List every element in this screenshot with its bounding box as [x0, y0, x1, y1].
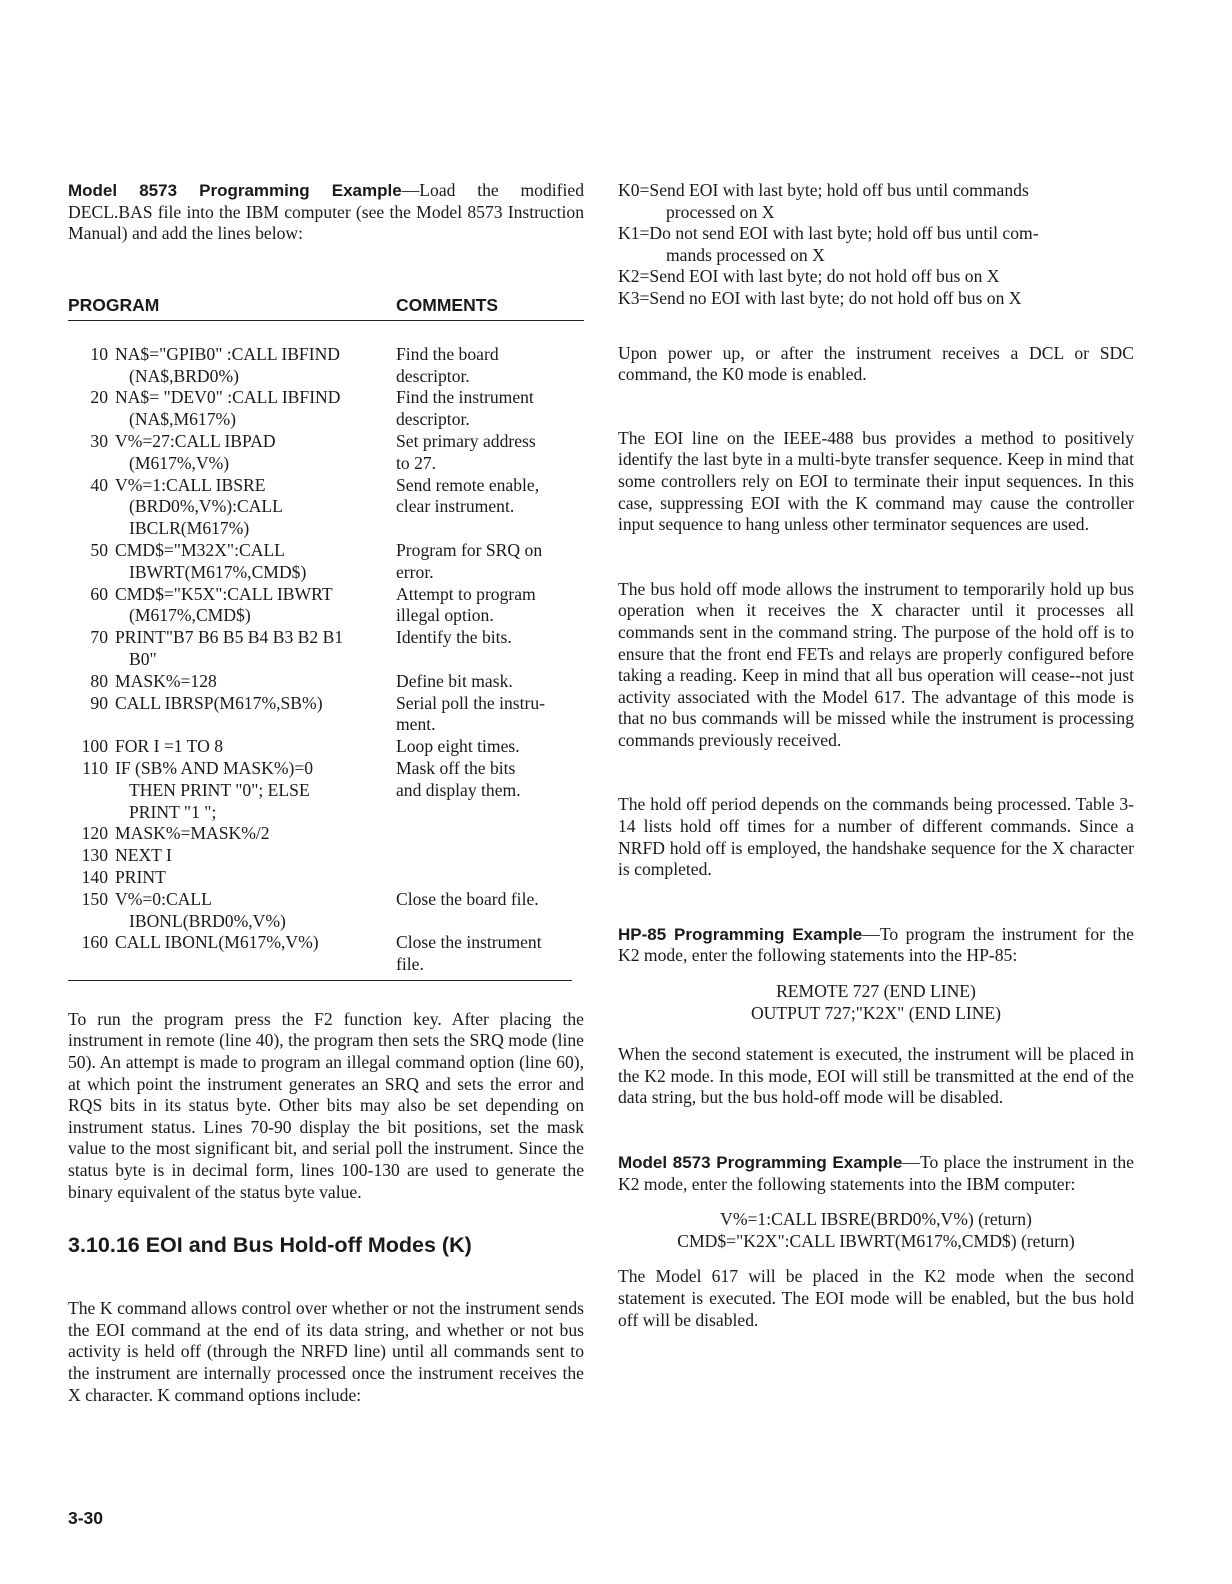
k1-option-line: K1=Do not send EOI with last byte; hold off bus until com-: [618, 223, 1039, 244]
program-row: [68, 758, 584, 823]
run-paragraph: To run the program press the F2 function key. After placing the instrument in remote (line 40), the program then sets the SRQ mode (line 50). An attempt is made to program an illegal command option (line 60), at which point the instrument generates an SRQ and sets the error and RQS bits in its status byte. Other bits may also be set depending on instrument status. Lines 70-90 display the bit positions, set the mask value to the most significant bit, and serial poll the instrument. Since the status byte is in decimal form, lines 100-130 are used to generate the binary equivalent of the status byte value.: [68, 1008, 584, 1202]
m8573-code-block: [618, 1209, 1134, 1252]
comment-line: clear instrument.: [396, 496, 515, 517]
comment-line: descriptor.: [396, 409, 470, 430]
program-table-header: [68, 295, 584, 321]
program-comment: [396, 693, 584, 737]
line-number: 140: [81, 866, 108, 887]
program-code: [115, 387, 396, 431]
comment-line: file.: [396, 954, 424, 975]
code-line: NA$="GPIB0" :CALL IBFIND: [115, 343, 340, 364]
program-code: [115, 693, 396, 737]
comment-line: Serial poll the instru-: [396, 692, 546, 713]
program-comment: [396, 845, 584, 867]
code-line: IBWRT(M617%,CMD$): [129, 561, 307, 582]
line-number: 80: [90, 670, 108, 691]
program-code: [115, 867, 396, 889]
code-line: FOR I =1 TO 8: [115, 736, 224, 757]
comment-line: Program for SRQ on: [396, 539, 543, 560]
code-line: V%=0:CALL: [115, 888, 212, 909]
m8573-code-line-2: CMD$="K2X":CALL IBWRT(M617%,CMD$) (return): [677, 1230, 1075, 1251]
program-table-rule: [68, 980, 572, 981]
comment-line: Set primary address: [396, 430, 536, 451]
program-comment: [396, 823, 584, 845]
code-line: (M617%,CMD$): [129, 605, 251, 626]
line-number: 160: [81, 932, 108, 953]
line-number: 20: [90, 387, 108, 408]
hp85-example: [618, 924, 1134, 967]
k0-option-cont: processed on X: [666, 201, 775, 222]
program-code: [115, 845, 396, 867]
program-code: [115, 344, 396, 388]
comment-line: Define bit mask.: [396, 670, 513, 691]
code-line: THEN PRINT "0"; ELSE: [129, 779, 310, 800]
k2-option: [618, 266, 1134, 288]
intro-text: —Load the modified DECL.BAS file into the IBM computer (see the Model 8573 Instruction Manual) and add the lines below:: [68, 180, 584, 244]
code-line: B0": [129, 648, 157, 669]
code-line: IF (SB% AND MASK%)=0: [115, 757, 314, 778]
program-row: [68, 627, 584, 671]
hold-period-paragraph: The hold off period depends on the commands being processed. Table 3-14 lists hold off times for a number of different commands. Since a NRFD hold off is employed, the handshake sequence for the X character is completed.: [618, 794, 1134, 880]
m8573-after-paragraph: The Model 617 will be placed in the K2 mode when the second statement is executed. The EOI mode will be enabled, but the bus hold off will be disabled.: [618, 1266, 1134, 1330]
program-column-header: PROGRAM: [68, 294, 160, 315]
program-code: [115, 671, 396, 693]
program-comment: [396, 540, 584, 584]
code-line: PRINT"B7 B6 B5 B4 B3 B2 B1: [115, 627, 344, 648]
program-comment: [396, 889, 584, 933]
program-comment: [396, 736, 584, 758]
program-code: [115, 932, 396, 976]
comment-line: Find the board: [396, 343, 499, 364]
model-8573-intro: [68, 180, 584, 245]
line-number: 130: [81, 845, 108, 866]
comment-line: Attempt to program: [396, 583, 536, 604]
line-number: 120: [81, 823, 108, 844]
program-code: [115, 475, 396, 540]
program-comment: [396, 867, 584, 889]
comment-line: Loop eight times.: [396, 736, 520, 757]
comment-line: Close the board file.: [396, 888, 539, 909]
program-row: [68, 540, 584, 584]
code-line: PRINT "1 ";: [129, 801, 217, 822]
line-number: 40: [90, 474, 108, 495]
power-up-paragraph: Upon power up, or after the instrument receives a DCL or SDC command, the K0 mode is enabled.: [618, 342, 1134, 385]
code-line: V%=27:CALL IBPAD: [115, 430, 276, 451]
line-number: 90: [90, 692, 108, 713]
program-row: [68, 932, 584, 976]
code-line: CALL IBRSP(M617%,SB%): [115, 692, 323, 713]
program-comment: [396, 344, 584, 388]
program-code: [115, 540, 396, 584]
hp85-code-block: [618, 981, 1134, 1024]
code-line: CMD$="K5X":CALL IBWRT: [115, 583, 333, 604]
program-code: [115, 431, 396, 475]
program-comment: [396, 387, 584, 431]
code-line: IBCLR(M617%): [129, 518, 250, 539]
program-comment: [396, 431, 584, 475]
program-row: [68, 344, 584, 388]
code-line: (M617%,V%): [129, 452, 230, 473]
program-code: [115, 823, 396, 845]
hp85-code-line-1: REMOTE 727 (END LINE): [776, 981, 976, 1002]
program-comment: [396, 475, 584, 540]
program-comment: [396, 758, 584, 823]
program-code: [115, 627, 396, 671]
k0-option: [618, 180, 1134, 223]
comment-line: Mask off the bits: [396, 757, 516, 778]
program-row: [68, 736, 584, 758]
program-row: [68, 431, 584, 475]
hp85-lead: HP-85 Programming Example: [618, 924, 863, 944]
eoi-line-paragraph: The EOI line on the IEEE-488 bus provides a method to positively identify the last byte in a multi-byte transfer sequence. Keep in mind that some controllers rely on EOI to terminate their input sequences. In this case, suppressing EOI with the K command may cause the controller input sequence to hang unless other terminator sequences are used.: [618, 427, 1134, 535]
code-line: PRINT: [115, 866, 166, 887]
right-column: [618, 180, 1134, 1331]
line-number: 30: [90, 430, 108, 451]
k3-option-line: K3=Send no EOI with last byte; do not hold off bus on X: [618, 287, 1022, 308]
line-number: 150: [81, 888, 108, 909]
code-line: (NA$,BRD0%): [129, 365, 239, 386]
code-line: NEXT I: [115, 845, 172, 866]
comment-line: and display them.: [396, 779, 521, 800]
hp85-after-paragraph: When the second statement is executed, the instrument will be placed in the K2 mode. In this mode, EOI will still be transmitted at the end of the data string, but the bus hold-off mode will be disabled.: [618, 1044, 1134, 1108]
program-row: [68, 671, 584, 693]
program-comment: [396, 932, 584, 976]
program-row: [68, 693, 584, 737]
program-table: [68, 344, 584, 976]
program-row: [68, 845, 584, 867]
program-comment: [396, 627, 584, 671]
code-line: CMD$="M32X":CALL: [115, 539, 285, 560]
comment-line: descriptor.: [396, 365, 470, 386]
comment-line: Send remote enable,: [396, 474, 540, 495]
comments-column-header: COMMENTS: [396, 294, 499, 315]
comment-line: error.: [396, 561, 434, 582]
program-row: [68, 584, 584, 628]
code-line: IBONL(BRD0%,V%): [129, 910, 286, 931]
program-row: [68, 889, 584, 933]
k-options-list: [618, 180, 1134, 310]
program-row: [68, 387, 584, 431]
line-number: 10: [90, 343, 108, 364]
bus-hold-paragraph: The bus hold off mode allows the instrument to temporarily hold up bus operation when it receives the X character until it processes all commands sent in the command string. The purpose of the hold off is to ensure that the front end FETs and relays are properly configured before taking a reading. Keep in mind that all bus operation will cease--not just activity associated with the Model 617. The advantage of this mode is that no bus commands will be missed while the instrument is processing commands previously received.: [618, 578, 1134, 750]
m8573-code-line-1: V%=1:CALL IBSRE(BRD0%,V%) (return): [720, 1209, 1032, 1230]
k0-option-line: K0=Send EOI with last byte; hold off bus until commands: [618, 180, 1029, 200]
program-code: [115, 758, 396, 823]
code-line: (BRD0%,V%):CALL: [129, 496, 283, 517]
page-number: 3-30: [68, 1508, 104, 1528]
code-line: MASK%=MASK%/2: [115, 823, 270, 844]
code-line: CALL IBONL(M617%,V%): [115, 932, 319, 953]
hp85-text: —To program the instrument for the K2 mode, enter the following statements into the HP-85:: [618, 923, 1134, 966]
k1-option-cont: mands processed on X: [666, 244, 825, 265]
program-comment: [396, 584, 584, 628]
left-column: [68, 180, 584, 1406]
comment-line: ment.: [396, 714, 436, 735]
section-title: 3.10.16 EOI and Bus Hold-off Modes (K): [68, 1233, 472, 1258]
program-comment: [396, 671, 584, 693]
comment-line: Find the instrument: [396, 387, 534, 408]
program-row: [68, 867, 584, 889]
code-line: (NA$,M617%): [129, 409, 237, 430]
code-line: V%=1:CALL IBSRE: [115, 474, 266, 495]
code-line: MASK%=128: [115, 670, 217, 691]
code-line: NA$= "DEV0" :CALL IBFIND: [115, 387, 341, 408]
m8573-text: —To place the instrument in the K2 mode, enter the following statements into the IBM computer:: [618, 1152, 1134, 1194]
comment-line: Close the instrument: [396, 932, 542, 953]
line-number: 100: [81, 736, 108, 757]
program-code: [115, 736, 396, 758]
k2-option-line: K2=Send EOI with last byte; do not hold off bus on X: [618, 266, 1000, 287]
comment-line: to 27.: [396, 452, 437, 473]
intro-lead: Model 8573 Programming Example: [68, 181, 402, 200]
hp85-code-line-2: OUTPUT 727;"K2X" (END LINE): [750, 1002, 1002, 1023]
k-command-paragraph: The K command allows control over whether or not the instrument sends the EOI command at the end of its data string, and whether or not bus activity is held off (through the NRFD line) until all commands sent to the instrument are internally processed once the instrument receives the X character. K command options include:: [68, 1298, 584, 1405]
comment-line: illegal option.: [396, 605, 494, 626]
line-number: 60: [90, 583, 108, 604]
line-number: 70: [90, 627, 108, 648]
m8573-example: [618, 1152, 1134, 1195]
program-row: [68, 475, 584, 540]
m8573-lead: Model 8573 Programming Example: [618, 1153, 903, 1172]
program-row: [68, 823, 584, 845]
comment-line: Identify the bits.: [396, 627, 512, 648]
program-code: [115, 889, 396, 933]
k1-option: [618, 223, 1134, 266]
line-number: 50: [90, 539, 108, 560]
line-number: 110: [82, 757, 108, 778]
program-code: [115, 584, 396, 628]
k3-option: [618, 288, 1134, 310]
